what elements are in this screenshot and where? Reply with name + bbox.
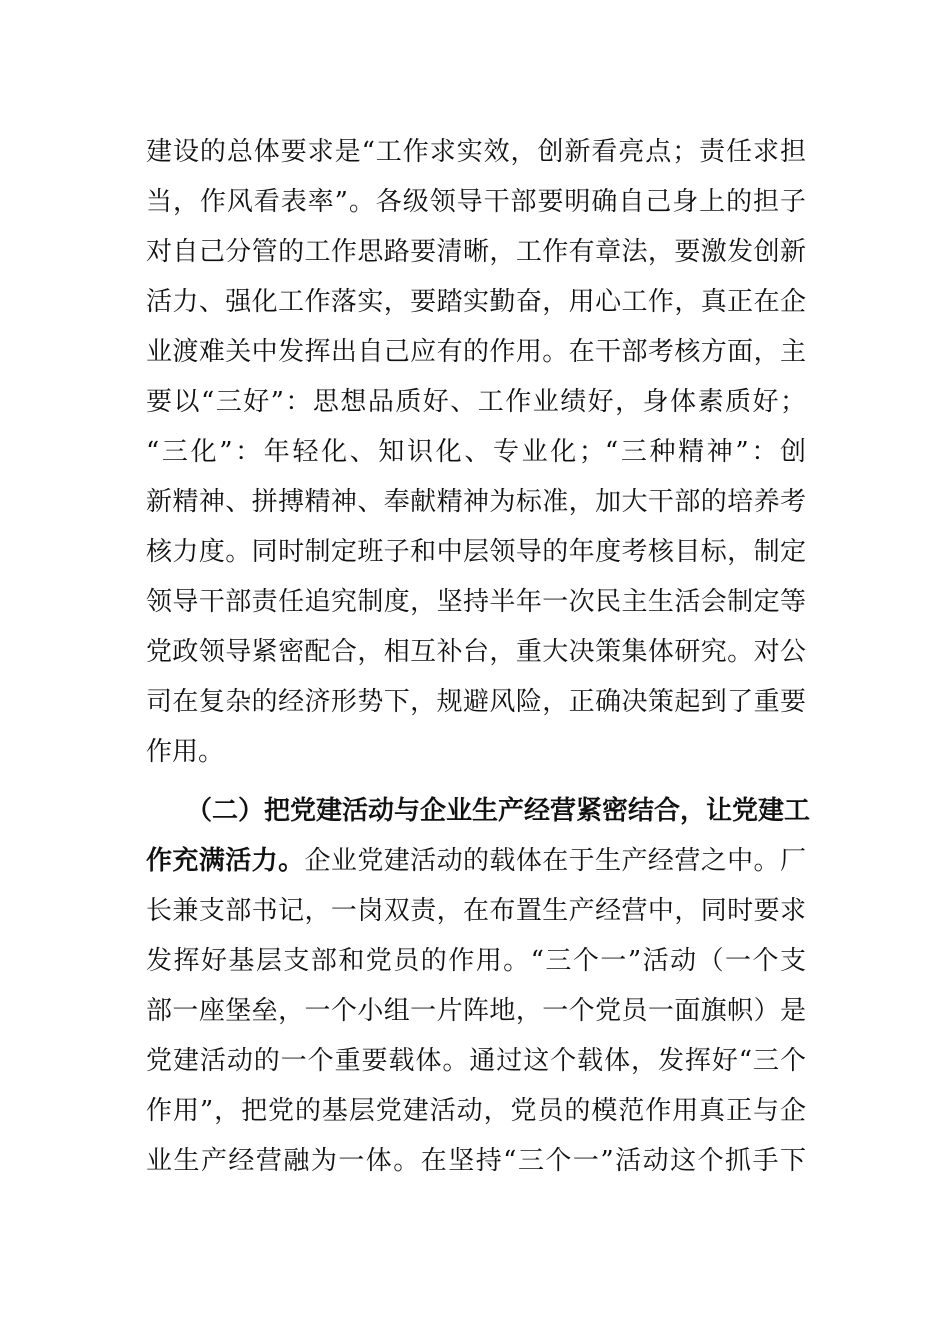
- text-run: 企业党建活动的载体在于生产经营之中。厂: [304, 846, 806, 876]
- text-line: 核力度。同时制定班子和中层领导的年度考核目标，制定: [146, 537, 806, 567]
- text-line: 新精神、拼搏精神、奉献精神为标准，加大干部的培养考: [146, 487, 806, 517]
- section-heading: （二）把党建活动与企业生产经营紧密结合，让党建工: [186, 796, 811, 826]
- text-line: 党政领导紧密配合，相互补台，重大决策集体研究。对公: [146, 637, 806, 667]
- text-line: 业生产经营融为一体。在坚持“三个一”活动这个抓手下: [146, 1146, 806, 1176]
- text-line: 部一座堡垒，一个小组一片阵地，一个党员一面旗帜）是: [146, 996, 806, 1026]
- text-line: 业渡难关中发挥出自己应有的作用。在干部考核方面，主: [146, 337, 806, 367]
- text-line: 活力、强化工作落实，要踏实勤奋，用心工作，真正在企: [146, 287, 806, 317]
- text-line: 当，作风看表率”。各级领导干部要明确自己身上的担子: [146, 187, 806, 217]
- text-line: [146, 836, 806, 886]
- text-line: 领导干部责任追究制度，坚持半年一次民主生活会制定等: [146, 587, 806, 617]
- text-line: 发挥好基层支部和党员的作用。“三个一”活动（一个支: [146, 946, 806, 976]
- section-heading-end: 作充满活力。: [146, 846, 305, 876]
- text-line: 作用。: [146, 737, 225, 767]
- text-line: 长兼支部书记，一岗双责，在布置生产经营中，同时要求: [146, 896, 806, 926]
- text-line: 党建活动的一个重要载体。通过这个载体，发挥好“三个: [146, 1046, 806, 1076]
- text-line: 要以“三好”：思想品质好、工作业绩好，身体素质好；: [146, 387, 806, 417]
- text-line: 作用”，把党的基层党建活动，党员的模范作用真正与企: [146, 1096, 806, 1126]
- text-line: “三化”：年轻化、知识化、专业化；“三种精神”：创: [146, 437, 806, 467]
- text-line: 建设的总体要求是“工作求实效，创新看亮点；责任求担: [146, 137, 806, 167]
- text-line: 司在复杂的经济形势下，规避风险，正确决策起到了重要: [146, 687, 806, 717]
- text-line: 对自己分管的工作思路要清晰，工作有章法，要激发创新: [146, 237, 806, 267]
